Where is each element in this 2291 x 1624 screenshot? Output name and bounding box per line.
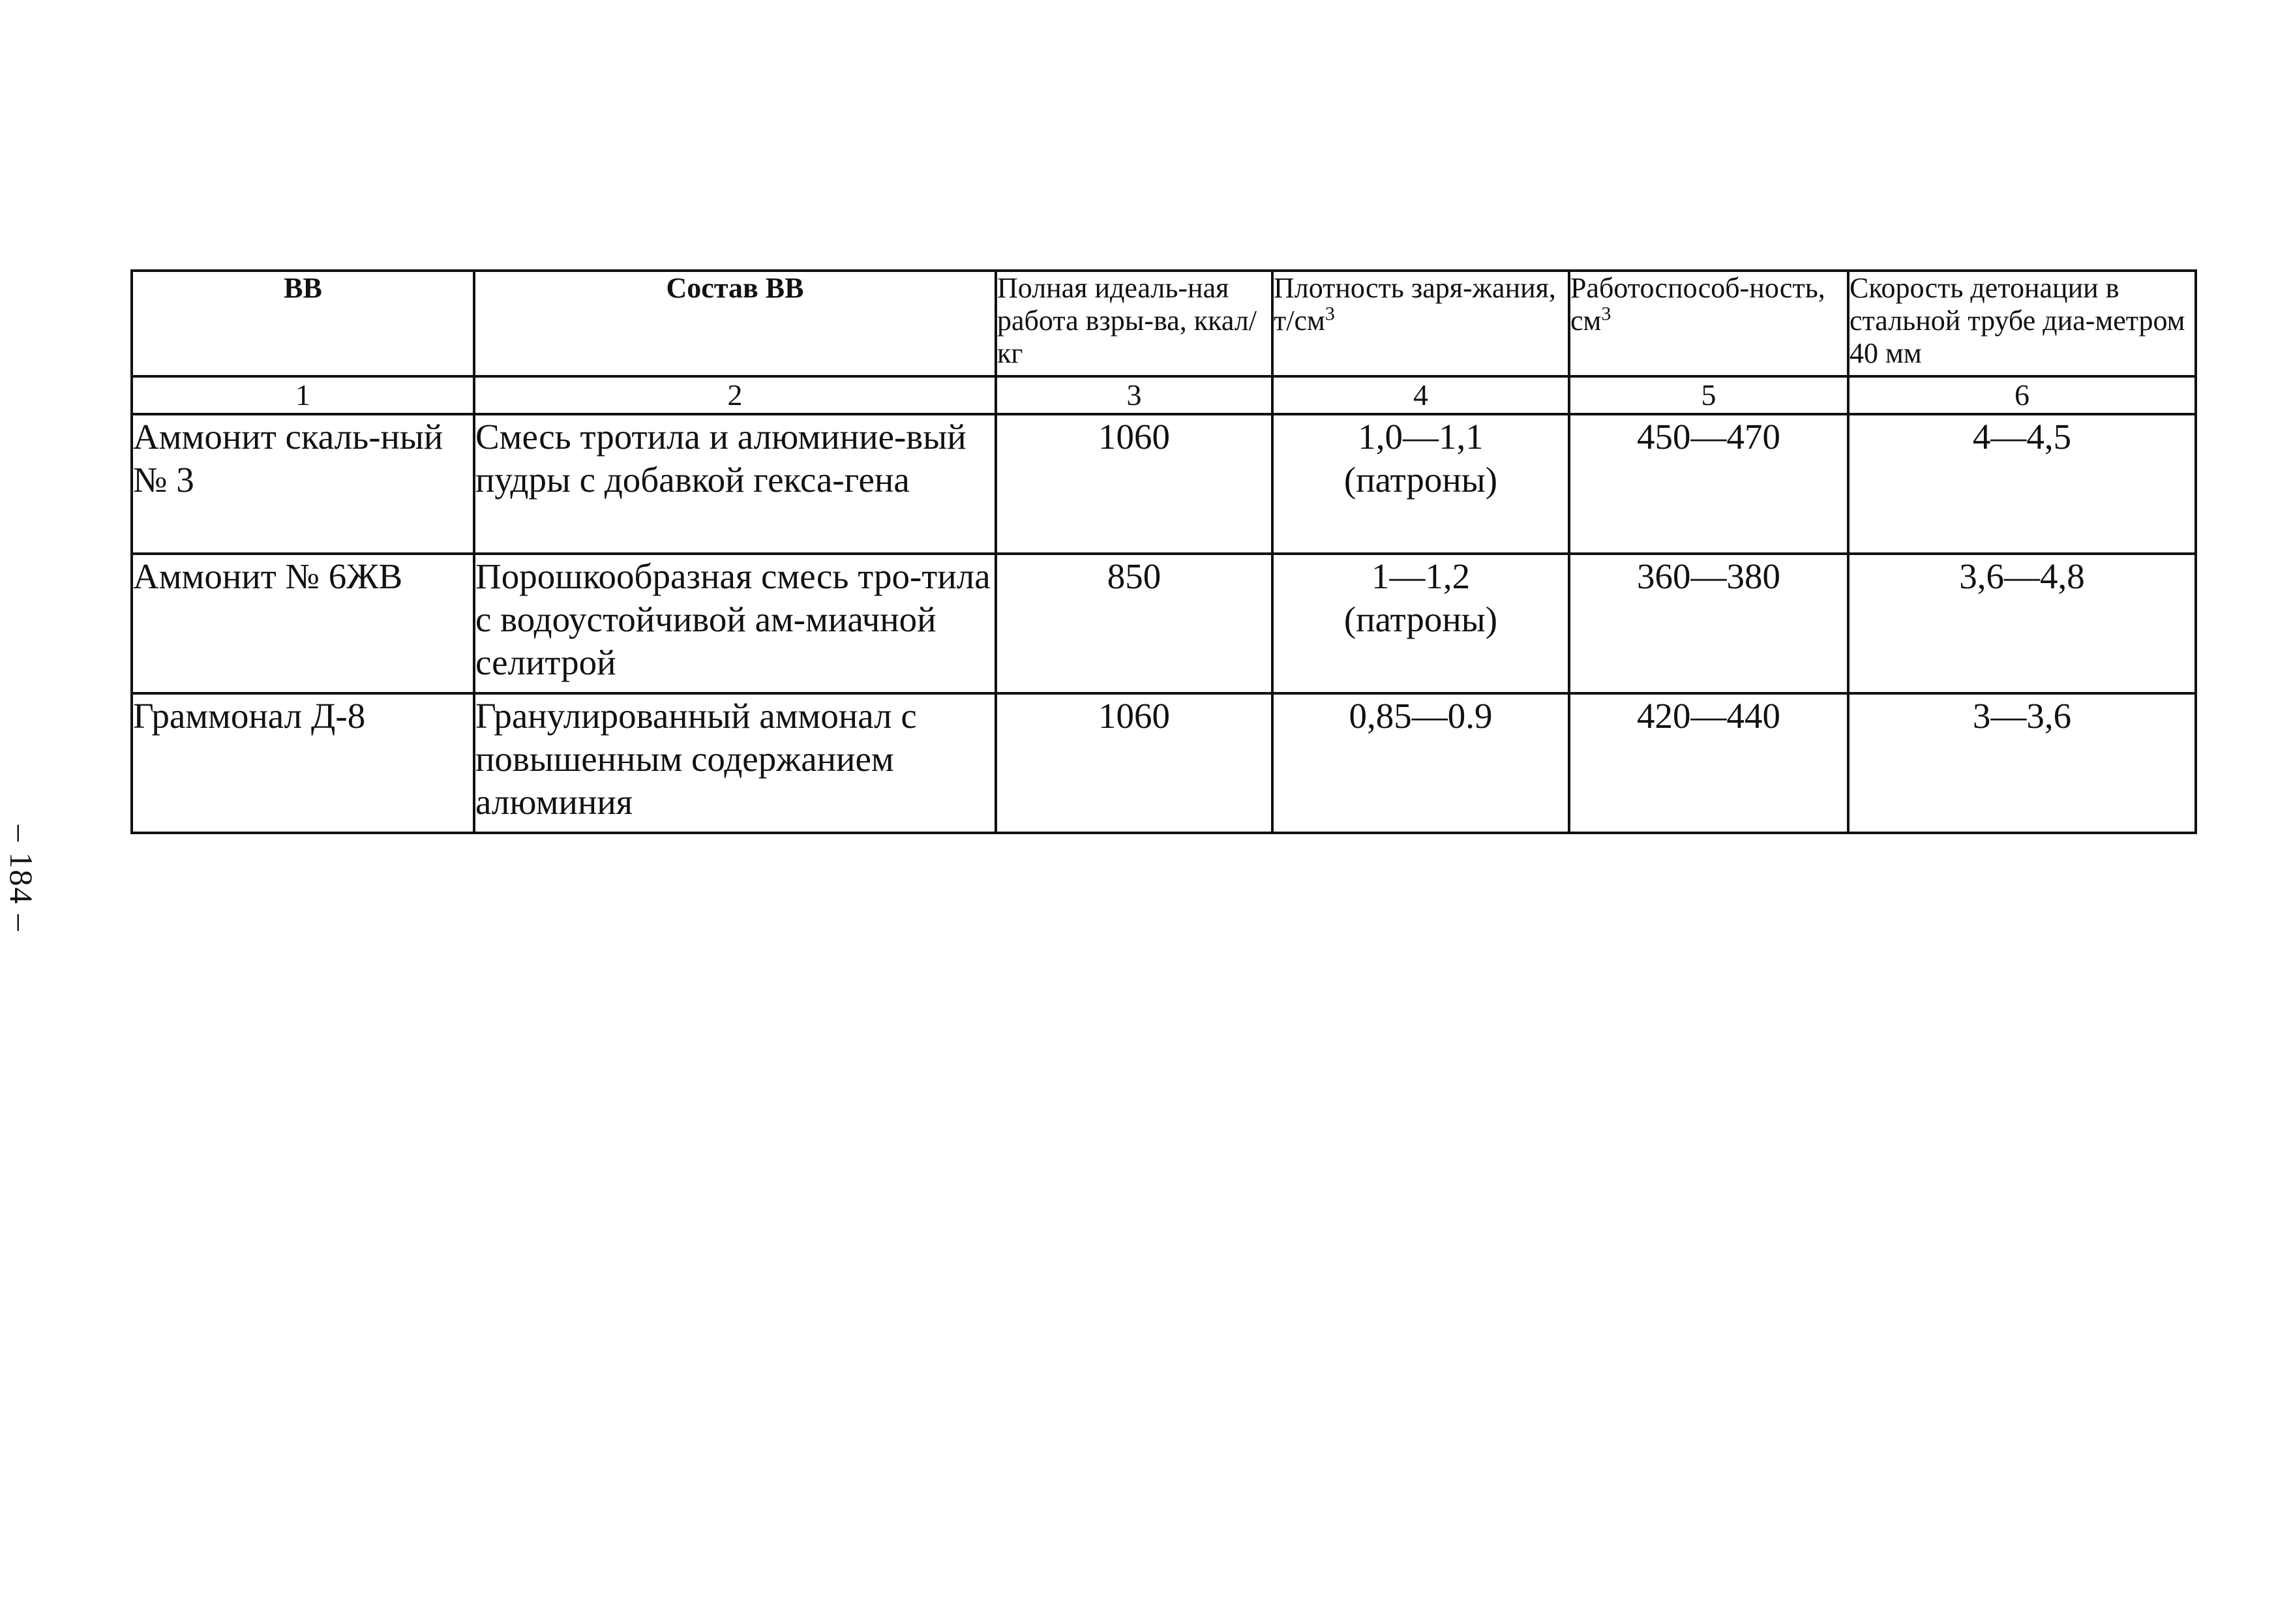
performance: 420—440 (1569, 693, 1848, 833)
header-charge-density-sup: 3 (1325, 303, 1335, 325)
explosion-work: 1060 (996, 693, 1272, 833)
column-number-row (132, 376, 2196, 414)
charge-density-note: (патроны) (1343, 460, 1498, 500)
charge-density (1272, 554, 1569, 693)
header-charge-density (1272, 271, 1569, 376)
column-number: 3 (996, 376, 1272, 414)
explosion-work: 850 (996, 554, 1272, 693)
page-number: – 184 – (3, 825, 40, 932)
table-row (132, 554, 2196, 693)
explosive-name: Аммонит № 6ЖВ (132, 554, 474, 693)
header-row (132, 271, 2196, 376)
header-performance-text: Работоспособ-ность, см (1570, 272, 1825, 337)
table-row (132, 414, 2196, 554)
header-performance-sup: 3 (1601, 303, 1611, 325)
composition: Смесь тротила и алюминие-вый пудры с добавкой гекса-гена (474, 414, 996, 554)
column-number: 2 (474, 376, 996, 414)
explosives-table (130, 269, 2197, 834)
header-performance (1569, 271, 1848, 376)
column-number: 4 (1272, 376, 1569, 414)
charge-density (1272, 414, 1569, 554)
explosive-name: Граммонал Д-8 (132, 693, 474, 833)
header-detonation-velocity: Скорость детонации в стальной трубе диа-метром 40 мм (1848, 271, 2196, 376)
column-number: 5 (1569, 376, 1848, 414)
charge-density-value: 0,85—0.9 (1349, 696, 1493, 736)
detonation-velocity: 3,6—4,8 (1848, 554, 2196, 693)
charge-density-note: (патроны) (1343, 599, 1498, 639)
table-row (132, 693, 2196, 833)
detonation-velocity: 4—4,5 (1848, 414, 2196, 554)
composition: Гранулированный аммонал с повышенным содержанием алюминия (474, 693, 996, 833)
column-number: 1 (132, 376, 474, 414)
composition: Порошкообразная смесь тро-тила с водоустойчивой ам-миачной селитрой (474, 554, 996, 693)
explosion-work: 1060 (996, 414, 1272, 554)
charge-density (1272, 693, 1569, 833)
charge-density-value: 1—1,2 (1371, 556, 1471, 596)
charge-density-value: 1,0—1,1 (1358, 417, 1484, 457)
header-explosion-work: Полная идеаль-ная работа взры-ва, ккал/кг (996, 271, 1272, 376)
performance: 450—470 (1569, 414, 1848, 554)
detonation-velocity: 3—3,6 (1848, 693, 2196, 833)
explosive-name: Аммонит скаль-ный № 3 (132, 414, 474, 554)
header-explosive: ВВ (132, 271, 474, 376)
header-charge-density-text: Плотность заря-жания, т/см (1274, 272, 1556, 337)
column-number: 6 (1848, 376, 2196, 414)
header-composition: Состав ВВ (474, 271, 996, 376)
performance: 360—380 (1569, 554, 1848, 693)
